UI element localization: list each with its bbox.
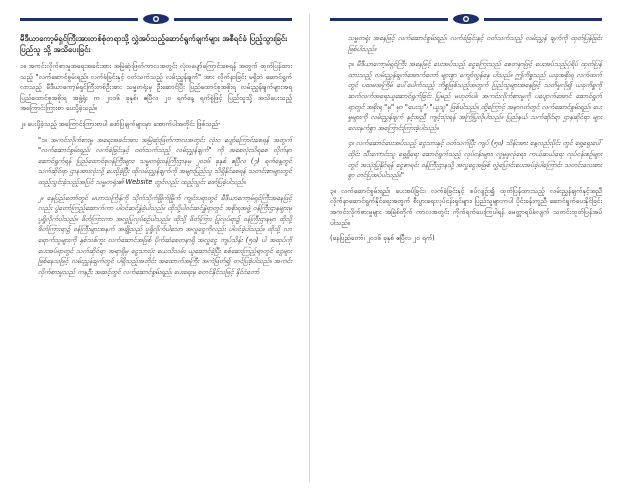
left-page [4, 14, 300, 482]
quoted-clause-3: ၃။ မီဒီယာကော့မ်ရှင်ကြီး အနေဖြင့် ပေးအပ်သည့် ငွေကြေးသည် စေတနာဖြင့် ပေးအပ်သည့်ပုံရိပ် ထုတ်ပြန်ထားသည့် လမ်းညွှန်ချက်အောက်တော် များစွာ ကျော်လွန်နေ ပါသည်။ ဤကိစ္စသည် ယခုအစိုးရ လက်ထက်တွင် ပထမအကြိမ် ပေါ်ပေါက်သည့် ကိစ္စဖြစ်သည့်အတွက် ပြည်သူများအနေဖြင့် သတိမူလို၍ ယခုကိစ္စကို ဆက်လက်အရေးယူဆောင်ရွက်ခြင်း ပြုမည် မဟုတ်ပါ။ အကင်းလိုက်စားမှုကို ပပျောက်အောင် ဆောင်ရွက်ရာတွင် အစိုးရ "မှ" မှာ "ပေးသူ"၊ "ယူသူ" ဖြစ်ပါသည်။ ထို့ကြောင့် အနာဂတ်တွင် လက်ဆောင်စွမ်းရည်၊ ပေးမှုများကို လမ်းညွှန်ချက် နှင့်အညီ ကျင့်သုံးရန် အကြံပြုလိုပါသည်။ ပြည်နယ် သက်ဆိုင်ရာ ဌာနဆိုင်ရာ များ လေးနက်စွာ အကြောင်းကြားခဲ့ပါသည်။ [348, 60, 602, 132]
right-page [318, 14, 614, 482]
paragraph-1: ၁။ အကင်းလိုက်စားမှုအရေးအခင်းအား အမြဲဆုံးဖြတ်ကာလအတွင်း လုံးဝပျော်ကြောင်းစေရန် အတွက် ထုတ်ပြန်ထားသည့် "လက်ဆောင်စွမ်းရည်၊ လက်ခံခြင်းနှင့် ဝတ်သက်သည့် လမ်းညွှန်ချက်" အား လိုက်နာခြင်း မရှိဘဲ ဆောင်ရွက်လာသည့် မီဒီယာကော့မ်ရှင်ကြီးတစ်ဦးအား သမ္မတရုံးမှ ဦးဆောင်ပြီး ပြည်ထောင်စုအစိုးရ လမ်းညွှန်ချက်များအရ ပြည်ထောင်စုအစိုးရ အဖွဲ့ရုံး က ၂၀၁၆ ခုနှစ်၊ ဧပြီလ ၂၀ ရက်နေ့ ရက်စွဲဖြင့် ပြည်သူသို့ အသိပေးသည့် အကြောင်းကြားစာ ပေးပို့ခဲ့သည်။ [20, 62, 292, 113]
page-gutter [309, 14, 310, 482]
myanmar-state-emblem-icon [448, 14, 484, 26]
quoted-clause-2: ၂။ နေပြည်တော်တွင် မဟာသင်္ကြန်ကို သိုက်သိုက်မြိုက်မြိုက် ကျင်းပရာတွင် မီဒီယာကော့မ်ရှင်ကြီးအနေဖြင့်လည်း ပွဲတော်ကြည့်ဆောက်ကာ ပါဝင်ဆင်နွှဲခဲ့ပါသည်။ ထိုသို့ပါဝင်ဆင်နွှဲရာတွင် အစိုးရအဖွဲ့ ဝန်ကြီးဌာနများမှ ပူရှိုလိုက်ပါသည်။ ဖိတ်ကြားကာ အလှူပြုလုပ်စဉ်ပါသည်။ ထိုသို့ ဖိတ်ကြား ပြုလုပ်ရာ၌ ဝန်ကြီးဌာနမှာ ထိုသို့ ဖိတ်ကြားရာ၌ ဝန်ကြီးများအနက် အချို့သည် ပူရှိုလိုက်ပါသော အလှူငွေကိုလည်း ပါဝင်ခဲ့ပါသည်။ ထိုသို့ လာရောက်သူများကို နှစ်သစ်ကူး လက်ဆောင်အဖြစ် ပိုက်ဆံစေတနာရှိ အလှူငွေ ကျပ်သိန်း (၅၀) ပါ အထုပ်ကို ပေးအပ်ရာတွင် သက်ဆိုင်ရာ အရာရှိမှ ငွေသားပုံး ယေသိသမ်း ယူဆောင်ခဲ့ပြီး စစ်ဆေးကြည့်ရာတွင် ငွေများ ဖြစ်နေသဖြင့် လမ်းညွှန်ချက်တွင် ပါရှိသည့်အတိုင်း အထောက်အကြီး အကဲဖြတ်၍ တင်ပြခဲ့ပါသည်။ အကင်းလိုက်စားမှုသည် ကနဦး အဆင့်တွင် လက်ဆောင်စွမ်းရည်၊ ပေးရေးမှ စတင်နိုင်သဖြင့် နိုင်ငံတော် [38, 193, 292, 276]
header-rule [330, 18, 602, 21]
paragraph-3: ၃။ လက်ဆောင်စွမ်းရည်၊ ပေးအပ်ခြင်း၊ လက်ခံခြင်းနှင့် စပ်လျဉ်း၍ ထုတ်ပြန်ထားသည့် လမ်းညွှန်ချက်နှင့်အညီ လိုက်နာဆောင်ရွက်နိုင်ရေးအတွက် စီးပွားရေးလုပ်ငန်းရှင်များ၊ ပြည်သူများကပါ ပိုင်းခန်းကူညီ ဆောင်ရွက်ပေးနိုင်ခြင်း အကင်းလိုက်စားမှုများ အမြဲစ်တိုက် ကာလအတွင်း ကိုက်ရက်ပေးကြပါရန် မေတ္တာရပ်ခံလျက် သတင်းထုတ်ပြန်အပ်ပါသည်။ [330, 186, 602, 227]
myanmar-state-emblem-icon [138, 14, 174, 26]
document-title: မီဒီယာကော့မ်ရှင်ကြီးအားတစ်စုံတရာသို့ လွှဲအပ်သည့်ဆောင်ရွက်ချက်များ အစီရင်ခံ ပြည့်သွားခြင်း ပြည်သူ သို့ အသိပေးခြင်း [20, 34, 288, 54]
header-rule [20, 18, 292, 21]
quoted-clause-1: "၁။ အကင်းလိုက်စားမှု အရေးအခင်းအား အမြဲဆုံးဖြတ်ကာလအတွင်း လုံးဝ ပျော်ကြောင်းစေရန် အတွက် "လက်ဆောင်စွမ်းရည်၊ လက်ခံခြင်းနှင့် ဝတ်သက်သည့် လမ်းညွှန်ချက်" ကို အစေလုံးသိရစေ လိုက်နာ ဆောင်ရွက်ရန် ပြည်ထောင်စုဝန်ကြီးများ၊ သမ္မတရုံးဝန်ကြီးဌာနမှ ၂၀၁၆ ခုနှစ် ဧပြီလ (၇) ရက်နေ့တွင် သက်ဆိုင်ရာ ဌာနအားလုံးသို့ ပေးပို့ခဲ့ပြီး ထိုလမ်းညွှန်ချက်ကို အများပြည်သူ သိရှိနိုင်စေရန် သတင်းစာများတွင် ထည့်သွင်းခဲ့သည့်အပြင် သမ္မတရုံး၏ Website တွင်လည်း ထည့်သွင်း ဖော်ပြခဲ့ပါသည်။ [38, 135, 292, 186]
dateline: (နေပြည်တော်၊ ၂၀၁၆ ခုနှစ် ဧပြီလ ၂၀ ရက်) [330, 234, 435, 243]
quoted-clause-4: ၄။ လက်ဆောင်ပေးအပ်သည့် ငွေသားနှင့် ဝတ်သက်ပြီး ကျပ် (၅၀) သိန်းအား နေ့လည်းပိုင်း တွင် ရှေ့ရှေးပေါ်ထိုင်း သီးကောင်းသူ ရှေ့ရှိရေး ဆောင်ရွက်သည့် လုပ်ငန်းများ၊ လူမှုဖူလုံရေး၊ ကယ်ဆယ်ရေး လုပ်ငန်းစဉ်များတွင် အသုံးပြုနိုင်ရန် ငွေစာရင်း ဝန်ကြီးဌာနသို့ အလှူငွေအဖြစ် လွှဲပြောင်းပေးအပ်ခဲ့ပါကြောင်း သတင်းလေးစားစွာ တင်ပြအပ်ပါသည်။" [348, 139, 602, 180]
quoted-clause-2-continued: သမ္မတရုံး အနေဖြင့် လက်ဆောင်စွမ်းရည်၊ လက်ခံခြင်းနှင့် ဝတ်သက်သည့် လမ်းညွှန် ချက်ကို ထုတ်ပြန်ခြင်း ဖြစ်ပါသည်။ [348, 34, 602, 53]
paragraph-2: ၂။ ပေးပို့ခဲ့သည့် အကြောင်းကြားစာပါ ဖော်ပြချက်များမှာ အောက်ပါအတိုင်း ဖြစ်သည်- [20, 119, 221, 128]
